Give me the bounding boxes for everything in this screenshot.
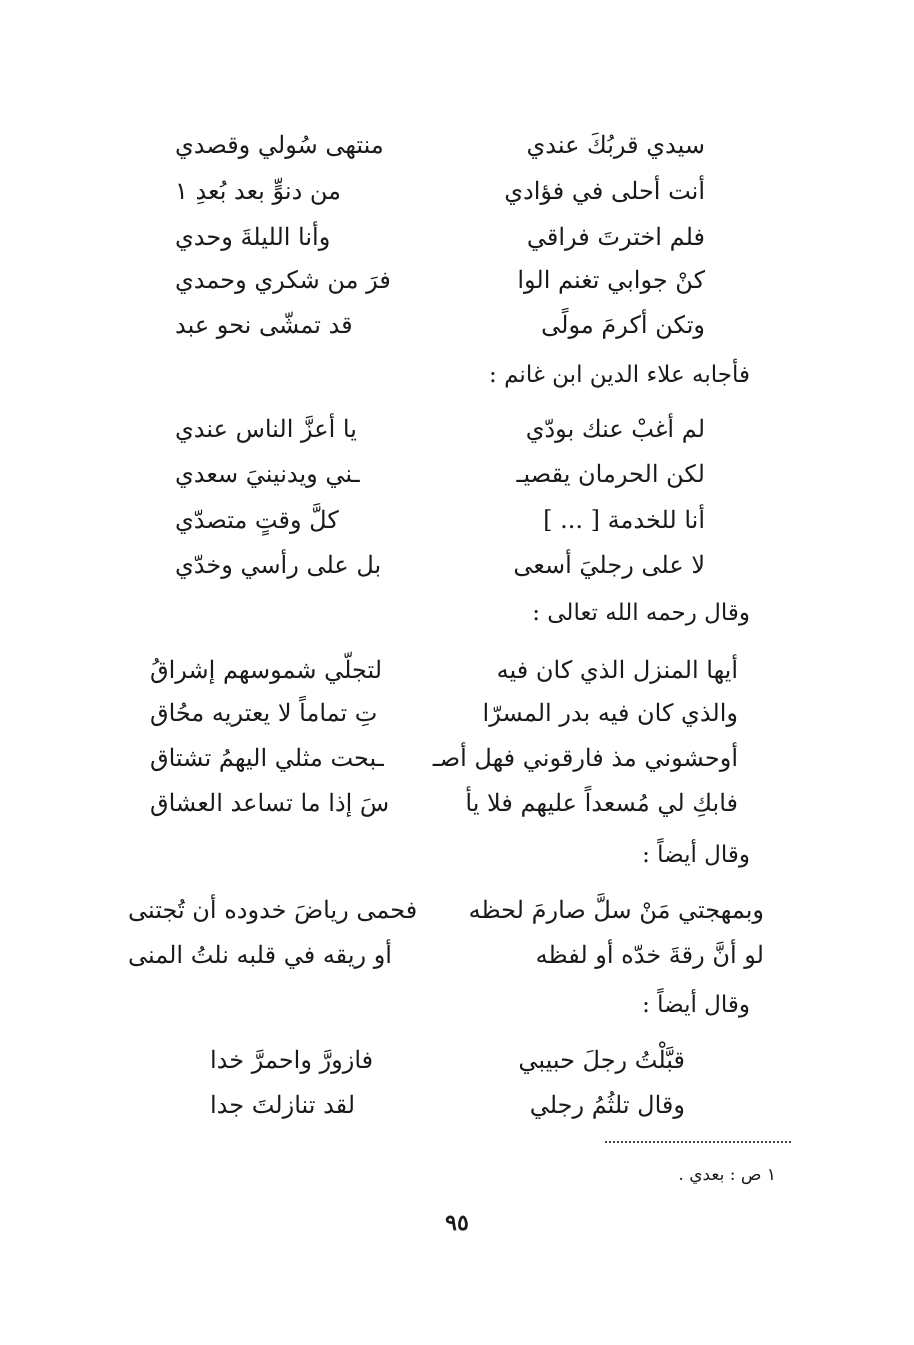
hemistich-1: لا على رجليَ أسعى: [513, 551, 705, 579]
poem1-verse-2: [175, 176, 705, 206]
hemistich-2: بل على رأسي وخدّي: [175, 551, 382, 579]
hemistich-2: ـبحت مثلي اليهمُ تشتاق: [150, 744, 384, 772]
hemistich-2: قد تمشّى نحو عبد: [175, 311, 353, 339]
hemistich-1: لو أنَّ رقةَ خدّه أو لفظه: [535, 941, 764, 969]
poem3-verse-2: [150, 698, 738, 728]
hemistich-1: فابكِ لي مُسعداً عليهم فلا يأ: [465, 789, 738, 817]
poem2-verse-3: [175, 505, 705, 535]
poem3-verse-4: [150, 788, 738, 818]
hemistich-1: أنت أحلى في فؤادي: [504, 177, 705, 205]
hemistich-2: ـني ويدنينيَ سعدي: [175, 460, 360, 488]
hemistich-2: لقد تنازلتَ جدا: [210, 1091, 356, 1119]
hemistich-2: لتجلّي شموسهم إشراقُ: [150, 656, 383, 684]
hemistich-2: فرَ من شكري وحمدي: [175, 266, 391, 294]
poem1-verse-4: [175, 265, 705, 295]
poem1-verse-1: [175, 130, 705, 160]
footnote-divider: [605, 1141, 791, 1143]
section-heading-2: وقال رحمه الله تعالى :: [532, 600, 750, 626]
poem3-verse-1: [150, 655, 738, 685]
poem1-verse-5: [175, 310, 705, 340]
section-heading-4: وقال أيضاً :: [642, 992, 750, 1018]
poem4-verse-1: [128, 895, 764, 925]
hemistich-1: والذي كان فيه بدر المسرّا: [482, 699, 738, 727]
hemistich-1: وتكن أكرمَ مولًى: [541, 311, 705, 339]
hemistich-1: وقال تلثُمُ رجلي: [529, 1091, 685, 1119]
hemistich-1: لكن الحرمان يقصيـ: [516, 460, 705, 488]
hemistich-1: لم أغبْ عنك بودّي: [525, 415, 705, 443]
hemistich-1: أوحشوني مذ فارقوني فهل أصـ: [432, 744, 738, 772]
poem1-verse-3: [175, 222, 705, 252]
hemistich-2: فحمى رياضَ خدوده أن تُجتنى: [128, 896, 418, 924]
hemistich-1: أنا للخدمة [ ... ]: [543, 506, 705, 534]
hemistich-1: فلم اخترتَ فراقي: [526, 223, 705, 251]
hemistich-1: قبَّلْتُ رجلَ حبيبي: [518, 1046, 685, 1074]
hemistich-2: وأنا الليلةَ وحدي: [175, 223, 331, 251]
page-number: ٩٥: [445, 1210, 469, 1236]
section-heading-1: فأجابه علاء الدين ابن غانم :: [489, 362, 750, 388]
poem2-verse-2: [175, 459, 705, 489]
hemistich-2: يا أعزَّ الناس عندي: [175, 415, 357, 443]
hemistich-1: سيدي قربُكَ عندي: [526, 131, 705, 159]
hemistich-2: سَ إذا ما تساعد العشاق: [150, 789, 390, 817]
hemistich-2: من دنوٍّ بعد بُعدِ ١: [175, 177, 342, 205]
hemistich-2: فازورَّ واحمرَّ خدا: [210, 1046, 374, 1074]
hemistich-1: كنْ جوابي تغنم الوا: [517, 266, 705, 294]
hemistich-2: كلَّ وقتٍ متصدّي: [175, 506, 339, 534]
section-heading-3: وقال أيضاً :: [642, 842, 750, 868]
hemistich-2: تِ تماماً لا يعتريه محُاق: [150, 699, 378, 727]
poem5-verse-2: [210, 1090, 685, 1120]
footnote: ١ ص : بعدي .: [678, 1165, 776, 1185]
poem2-verse-4: [175, 550, 705, 580]
hemistich-2: منتهى سُولي وقصدي: [175, 131, 384, 159]
hemistich-1: أيها المنزل الذي كان فيه: [496, 656, 738, 684]
hemistich-2: أو ريقه في قلبه نلتُ المنى: [128, 941, 392, 969]
poem5-verse-1: [210, 1045, 685, 1075]
poem2-verse-1: [175, 414, 705, 444]
poem3-verse-3: [150, 743, 738, 773]
poem4-verse-2: [128, 940, 764, 970]
hemistich-1: وبمهجتي مَنْ سلَّ صارمَ لحظه: [468, 896, 764, 924]
